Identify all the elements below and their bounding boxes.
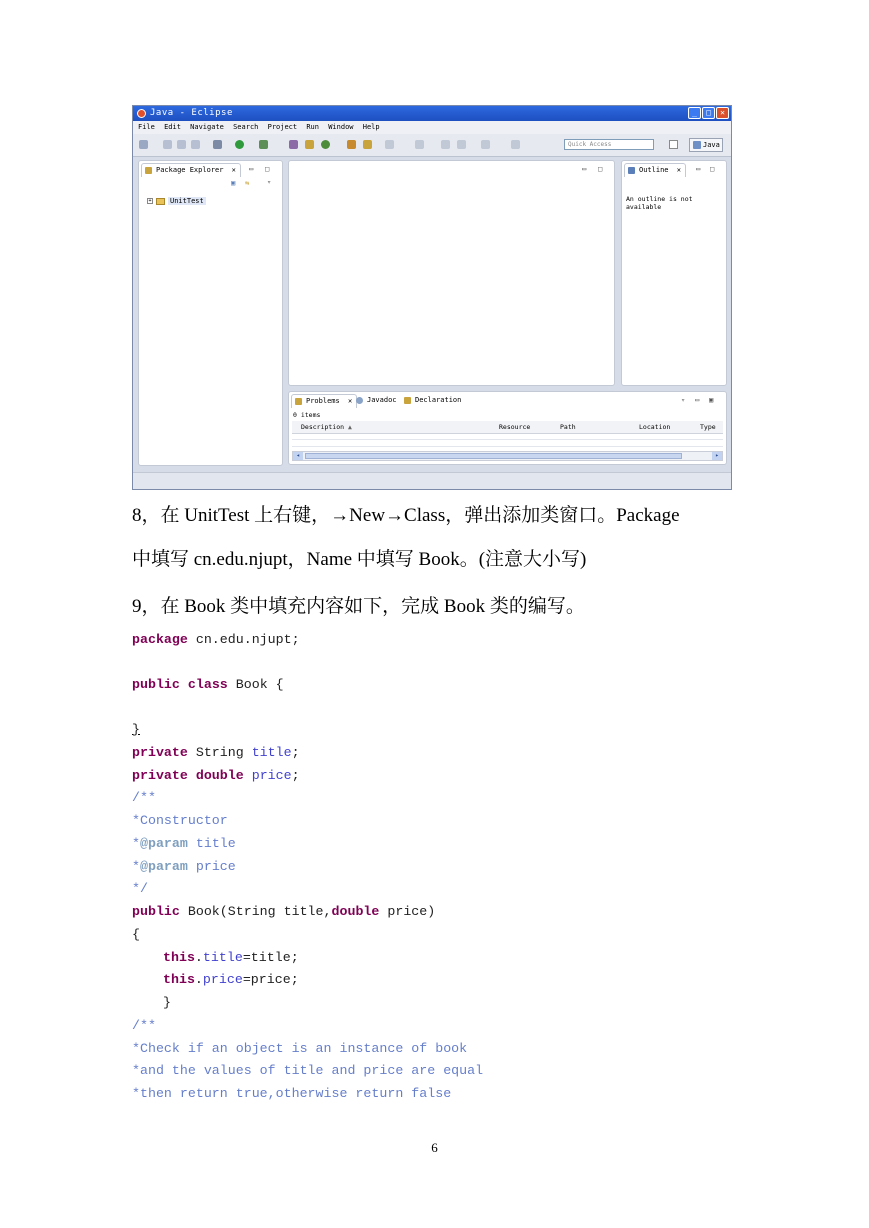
- menu-run[interactable]: Run: [306, 123, 319, 131]
- status-bar: [133, 472, 731, 489]
- code-comment: title: [187, 836, 236, 851]
- problems-table-header: [292, 421, 723, 434]
- code-line: [163, 995, 171, 1011]
- tab-javadoc[interactable]: [353, 394, 401, 408]
- save-all-icon[interactable]: [177, 140, 186, 149]
- outline-maximize-icon[interactable]: □: [710, 165, 715, 173]
- next-annotation-icon[interactable]: [385, 140, 394, 149]
- last-edit-icon[interactable]: [415, 140, 424, 149]
- problems-maximize-icon[interactable]: ▣: [709, 396, 714, 404]
- code-keyword: double: [331, 904, 380, 919]
- close-button[interactable]: ✕: [716, 107, 729, 119]
- code-comment: *: [132, 836, 140, 851]
- editor-maximize-icon[interactable]: □: [598, 165, 603, 173]
- run-icon[interactable]: [235, 140, 244, 149]
- code-comment: *: [132, 859, 140, 874]
- col-location[interactable]: Location: [639, 423, 671, 431]
- col-type[interactable]: Type: [700, 423, 716, 431]
- code-field: price: [251, 768, 292, 783]
- tab-outline[interactable]: [624, 163, 686, 177]
- problems-count: 0 items: [293, 411, 321, 419]
- minimize-button[interactable]: _: [688, 107, 701, 119]
- code-keyword: class: [187, 677, 228, 692]
- code-field: title: [202, 950, 243, 965]
- grid-row-line: [292, 446, 723, 447]
- toolbar: [133, 134, 731, 157]
- menu-file[interactable]: File: [138, 123, 155, 131]
- maximize-view-icon[interactable]: □: [265, 165, 270, 173]
- code-text: ;: [291, 745, 300, 760]
- code-line: [163, 950, 299, 966]
- outline-panel: [621, 160, 727, 386]
- code-keyword: this: [163, 950, 195, 965]
- col-resource[interactable]: Resource: [499, 423, 531, 431]
- forward-icon[interactable]: [481, 140, 490, 149]
- code-line: [163, 972, 299, 988]
- quick-access-input[interactable]: Quick Access: [564, 139, 654, 150]
- search-icon[interactable]: [363, 140, 372, 149]
- code-keyword: public: [132, 677, 180, 692]
- horizontal-scrollbar[interactable]: [292, 451, 723, 461]
- tree-item-unittest[interactable]: [147, 197, 206, 206]
- code-keyword: this: [163, 972, 195, 987]
- code-comment: price: [187, 859, 236, 874]
- maximize-button[interactable]: □: [702, 107, 715, 119]
- outline-icon: [628, 167, 635, 174]
- scroll-left-icon[interactable]: ◂: [293, 452, 303, 460]
- javadoc-label: Javadoc: [367, 396, 397, 404]
- code-javadoc-tag: @param: [139, 836, 188, 851]
- code-keyword: package: [132, 632, 188, 647]
- new-class-icon[interactable]: [321, 140, 330, 149]
- title-bar: [133, 106, 731, 121]
- package-explorer-label: Package Explorer: [156, 166, 224, 174]
- code-line: [132, 745, 300, 761]
- menu-bar: [133, 121, 731, 135]
- code-comment: *then return true,otherwise return false: [132, 1086, 452, 1101]
- open-type-icon[interactable]: [347, 140, 356, 149]
- code-text: price): [379, 904, 436, 919]
- code-field: price: [202, 972, 243, 987]
- scroll-thumb[interactable]: [305, 453, 682, 459]
- code-line: [132, 722, 140, 738]
- problems-label: Problems: [306, 397, 340, 405]
- close-problems-tab-icon[interactable]: ✕: [347, 397, 353, 405]
- window-title: Java - Eclipse: [150, 108, 233, 118]
- sort-ascending-icon: ▲: [348, 423, 352, 431]
- step9: 9，在 Book 类中填充内容如下，完成 Book 类的编写。: [132, 596, 585, 617]
- code-text: ;: [291, 768, 300, 783]
- tab-declaration[interactable]: [401, 394, 465, 408]
- menu-edit[interactable]: Edit: [164, 123, 181, 131]
- code-text: Book {: [227, 677, 284, 692]
- javadoc-icon: [356, 397, 363, 404]
- tab-package-explorer[interactable]: [141, 163, 241, 177]
- editor-area: [288, 160, 615, 386]
- editor-minimize-icon[interactable]: ▭: [582, 165, 587, 173]
- print-icon[interactable]: [191, 140, 200, 149]
- problems-view-menu-icon[interactable]: ▿: [681, 396, 686, 404]
- code-field: title: [251, 745, 292, 760]
- java-perspective-button[interactable]: [689, 138, 723, 152]
- problems-icon: [295, 398, 302, 405]
- outline-minimize-icon[interactable]: ▭: [696, 165, 701, 173]
- code-comment: */: [132, 881, 148, 896]
- col-path[interactable]: Path: [560, 423, 576, 431]
- java-perspective-label: Java: [703, 141, 720, 149]
- package-explorer-icon: [145, 167, 152, 174]
- view-menu-icon[interactable]: ▿: [267, 178, 272, 186]
- code-comment: *and the values of title and price are equal: [132, 1063, 484, 1078]
- code-text: Book(String title,: [179, 904, 332, 919]
- grid-row-line: [292, 439, 723, 440]
- code-text: .: [194, 972, 203, 987]
- code-comment: *Check if an object is an instance of book: [132, 1041, 468, 1056]
- code-keyword: double: [195, 768, 244, 783]
- new-java-project-icon[interactable]: [289, 140, 298, 149]
- code-keyword: private: [132, 768, 188, 783]
- expand-icon[interactable]: +: [148, 198, 152, 204]
- code-comment: /**: [132, 1018, 156, 1033]
- menu-project[interactable]: Project: [267, 123, 298, 131]
- code-line: [132, 677, 284, 693]
- code-text: cn.edu.njupt;: [187, 632, 300, 647]
- close-outline-tab-icon[interactable]: ✕: [676, 166, 681, 174]
- code-keyword: public: [132, 904, 180, 919]
- code-text: String: [187, 745, 252, 760]
- back-icon[interactable]: [441, 140, 450, 149]
- debug-icon[interactable]: [213, 140, 222, 149]
- menu-navigate[interactable]: Navigate: [190, 123, 224, 131]
- step8-line2: 中填写 cn.edu.njupt，Name 中填写 Book。(注意大小写): [132, 549, 587, 570]
- declaration-icon: [404, 397, 411, 404]
- code-line: [132, 836, 236, 852]
- project-folder-icon: [156, 198, 165, 205]
- tab-problems[interactable]: [291, 394, 357, 408]
- project-label: UnitTest: [170, 197, 204, 205]
- code-keyword: private: [132, 745, 188, 760]
- java-perspective-icon: [693, 141, 701, 149]
- new-icon[interactable]: [139, 140, 148, 149]
- code-line: [132, 768, 300, 784]
- code-line: [132, 859, 236, 875]
- save-icon[interactable]: [163, 140, 172, 149]
- eclipse-app-icon: [137, 109, 146, 118]
- code-comment: /**: [132, 790, 156, 805]
- outline-label: Outline: [639, 166, 669, 174]
- code-javadoc-tag: @param: [139, 859, 188, 874]
- code-text: .: [194, 950, 203, 965]
- minimize-view-icon[interactable]: ▭: [249, 165, 254, 173]
- problems-minimize-icon[interactable]: ▭: [695, 396, 700, 404]
- code-comment: *Constructor: [132, 813, 228, 828]
- code-text: }: [132, 722, 140, 737]
- menu-help[interactable]: Help: [362, 123, 380, 131]
- code-text: }: [163, 995, 171, 1010]
- code-text: {: [132, 927, 140, 942]
- collapse-all-icon[interactable]: ▣: [231, 179, 236, 187]
- problems-panel: [288, 391, 727, 465]
- page-number: 6: [431, 1140, 438, 1155]
- step8-line1: 8，在 UnitTest 上右键，→New→Class，弹出添加类窗口。Package: [132, 505, 680, 526]
- eclipse-screenshot: [132, 105, 732, 490]
- menu-search[interactable]: Search: [233, 123, 259, 131]
- scroll-right-icon[interactable]: ▸: [712, 452, 722, 460]
- declaration-label: Declaration: [415, 396, 462, 404]
- pin-icon[interactable]: [511, 140, 520, 149]
- outline-message: An outline is not available: [626, 195, 693, 211]
- open-perspective-icon[interactable]: [669, 140, 678, 149]
- code-text: =title;: [242, 950, 299, 965]
- new-package-icon[interactable]: [305, 140, 314, 149]
- code-text: =price;: [242, 972, 299, 987]
- package-explorer-panel: [138, 160, 283, 466]
- code-line: [132, 927, 140, 943]
- code-line: [132, 632, 300, 648]
- col-description[interactable]: Description: [301, 423, 345, 431]
- code-line: [132, 904, 435, 920]
- close-tab-icon[interactable]: ✕: [231, 166, 236, 174]
- external-tools-icon[interactable]: [259, 140, 268, 149]
- link-editor-icon[interactable]: ⇆: [245, 179, 250, 187]
- menu-window[interactable]: Window: [328, 123, 354, 131]
- back-dropdown-icon[interactable]: [457, 140, 466, 149]
